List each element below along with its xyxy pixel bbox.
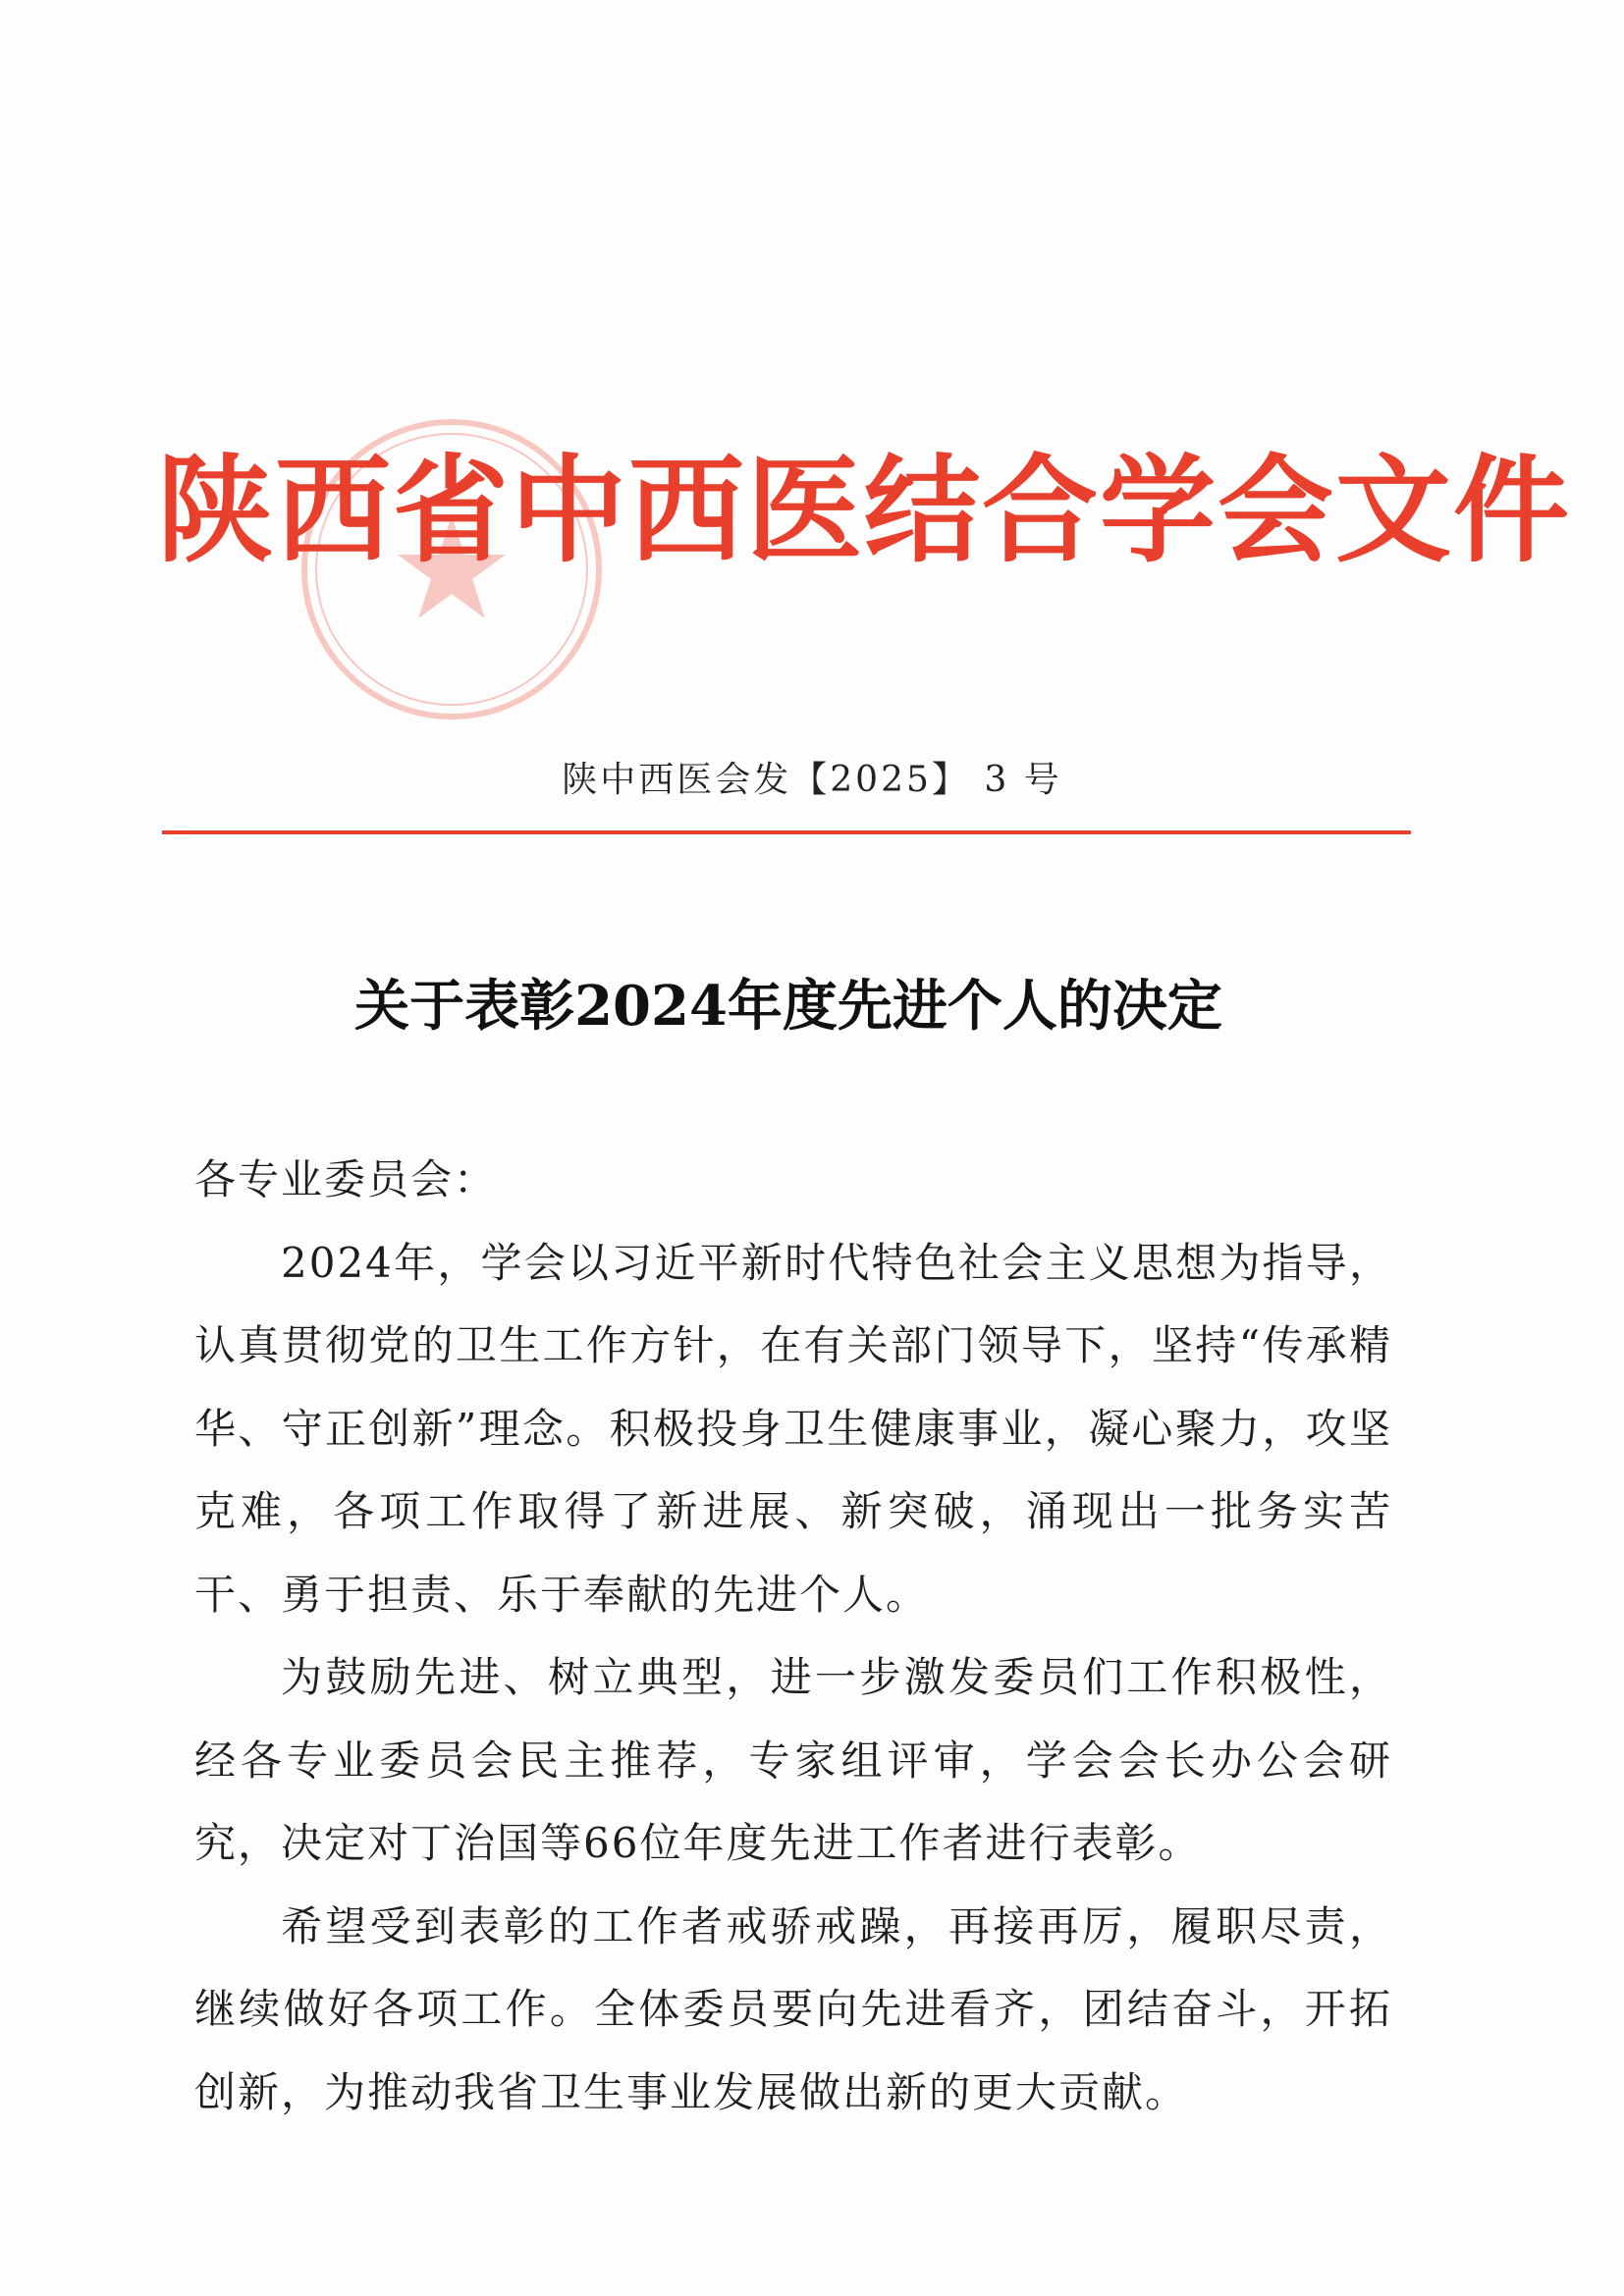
red-divider-line	[162, 830, 1411, 834]
document-title: 关于表彰2024年度先进个人的决定	[354, 974, 1222, 1039]
document-number: 陕中西医会发【2025】 3 号	[562, 760, 1062, 800]
masthead-title: 陕西省中西医结合学会文件	[157, 442, 1572, 578]
paragraph-1: 2024年，学会以习近平新时代特色社会主义思想为指导，认真贯彻党的卫生工作方针，在有关部门领导下，坚持“传承精华、守正创新”理念。积极投身卫生健康事业，凝心聚力，攻坚克难，各项工作取得了新进展、新突破，涌现出一批务实苦干、勇于担责、乐于奉献的先进个人。	[194, 1238, 1392, 1619]
paragraph-3: 希望受到表彰的工作者戒骄戒躁，再接再厉，履职尽责，继续做好各项工作。全体委员要向先进看齐，团结奋斗，开拓创新，为推动我省卫生事业发展做出新的更大贡献。	[194, 1901, 1392, 2116]
salutation: 各专业委员会：	[194, 1155, 498, 1203]
document-body	[194, 1139, 1392, 2134]
paragraph-2: 为鼓励先进、树立典型，进一步激发委员们工作积极性，经各专业委员会民主推荐，专家组评审，学会会长办公会研究，决定对丁治国等66位年度先进工作者进行表彰。	[194, 1653, 1392, 1867]
